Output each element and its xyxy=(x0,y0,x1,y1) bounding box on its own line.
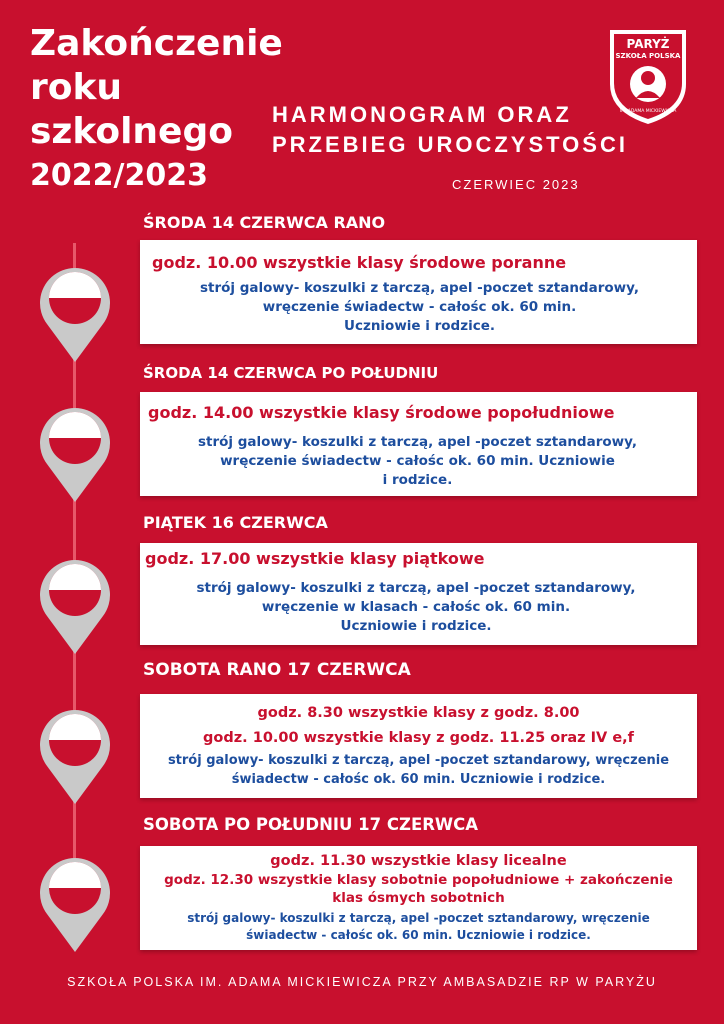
map-pin-flag-icon xyxy=(35,848,115,958)
logo-top-text: PARYŻ xyxy=(626,37,670,51)
logo-middle-text: SZKOŁA POLSKA xyxy=(615,52,681,60)
event-detail-line: świadectw - całośc ok. 60 min. Uczniowie i rodzice. xyxy=(246,928,591,942)
section-title: SOBOTA PO POŁUDNIU 17 CZERWCA xyxy=(143,815,479,834)
event-time-line: godz. 10.00 wszystkie klasy z godz. 11.25 oraz IV e,f xyxy=(203,730,634,746)
subtitle-line: HARMONOGRAM ORAZ xyxy=(272,102,572,127)
event-time-line: godz. 14.00 wszystkie klasy środowe popołudniowe xyxy=(148,403,615,422)
map-pin-flag-icon xyxy=(35,398,115,508)
event-detail-line: strój galowy- koszulki z tarczą, apel -poczet sztandarowy, wręczenie xyxy=(167,753,670,768)
event-detail-line: strój galowy- koszulki z tarczą, apel -poczet sztandarowy, wręczenie xyxy=(187,911,650,925)
event-detail-line: Uczniowie i rodzice. xyxy=(340,618,492,634)
title-line: szkolnego xyxy=(30,111,233,152)
event-card xyxy=(140,543,697,645)
subtitle-line: PRZEBIEG UROCZYSTOŚCI xyxy=(272,132,628,157)
event-time-line: godz. 10.00 wszystkie klasy środowe poranne xyxy=(152,253,567,272)
page-title xyxy=(30,22,283,198)
event-detail-line: i rodzice. xyxy=(382,472,453,488)
title-line: Zakończenie xyxy=(30,23,283,64)
event-time-line: godz. 17.00 wszystkie klasy piątkowe xyxy=(145,549,485,568)
section-title: SOBOTA RANO 17 CZERWCA xyxy=(143,660,411,680)
logo-bottom-text: IM. ADAMA MICKIEWICZA xyxy=(619,109,677,114)
school-logo xyxy=(606,26,690,126)
event-time-line: godz. 11.30 wszystkie klasy licealne xyxy=(270,853,567,869)
event-time-line: klas ósmych sobotnich xyxy=(332,890,505,906)
event-time-line: godz. 8.30 wszystkie klasy z godz. 8.00 xyxy=(257,705,580,721)
event-time-line: godz. 12.30 wszystkie klasy sobotnie popołudniowe + zakończenie xyxy=(164,872,673,888)
section-title: PIĄTEK 16 CZERWCA xyxy=(143,513,328,532)
event-detail-line: strój galowy- koszulki z tarczą, apel -poczet sztandarowy, xyxy=(200,280,639,296)
map-pin-flag-icon xyxy=(35,700,115,810)
event-card xyxy=(140,694,697,798)
event-card xyxy=(140,846,697,950)
event-detail-line: wręczenie w klasach - całośc ok. 60 min. xyxy=(261,599,571,615)
event-detail-line: strój galowy- koszulki z tarczą, apel -poczet sztandarowy, xyxy=(196,580,636,596)
event-card xyxy=(140,240,697,344)
event-detail-line: wręczenie świadectw - całośc ok. 60 min. Uczniowie xyxy=(220,453,615,469)
map-pin-flag-icon xyxy=(35,258,115,368)
footer-text: SZKOŁA POLSKA IM. ADAMA MICKIEWICZA PRZY AMBASADZIE RP W PARYŻU xyxy=(67,975,657,989)
title-year: 2022/2023 xyxy=(30,158,208,193)
section-title: ŚRODA 14 CZERWCA RANO xyxy=(143,213,386,232)
section-title: ŚRODA 14 CZERWCA PO POŁUDNIU xyxy=(143,364,439,382)
event-detail-line: strój galowy- koszulki z tarczą, apel -poczet sztandarowy, xyxy=(198,434,637,450)
map-pin-flag-icon xyxy=(35,550,115,660)
event-detail-line: Uczniowie i rodzice. xyxy=(344,318,495,334)
event-detail-line: świadectw - całośc ok. 60 min. Uczniowie i rodzice. xyxy=(231,772,606,787)
month-label: CZERWIEC 2023 xyxy=(452,177,580,192)
event-detail-line: wręczenie świadectw - całośc ok. 60 min. xyxy=(262,299,577,315)
title-line: roku xyxy=(30,67,123,108)
event-card xyxy=(140,392,697,496)
